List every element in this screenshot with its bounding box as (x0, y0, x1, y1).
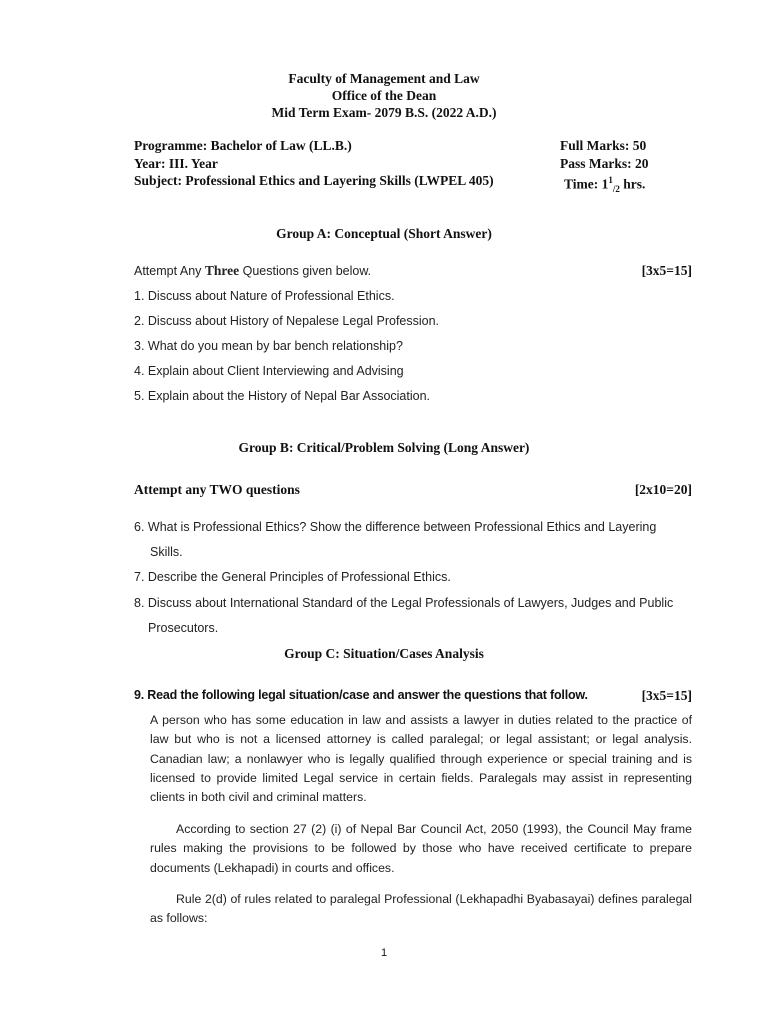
office-name: Office of the Dean (331, 88, 437, 103)
exam-title: Mid Term Exam- 2079 B.S. (2022 A.D.) (271, 105, 497, 120)
group-b-instruction-row (134, 482, 692, 498)
exam-header (0, 70, 768, 121)
question-4: 4. Explain about Client Interviewing and Advising (134, 364, 404, 378)
question-2: 2. Discuss about History of Nepalese Legal Profession. (134, 314, 440, 328)
question-3: 3. What do you mean by bar bench relationship? (134, 339, 403, 353)
faculty-name: Faculty of Management and Law (288, 71, 480, 86)
group-a-title: Group A: Conceptual (Short Answer) (276, 226, 492, 241)
time-sup: 1 (608, 175, 613, 185)
full-marks: Full Marks: 50 (560, 138, 647, 153)
group-a-instruction-row (134, 263, 692, 279)
question-7: 7. Describe the General Principles of Professional Ethics. (134, 570, 451, 584)
question-5: 5. Explain about the History of Nepal Bar Association. (134, 389, 430, 403)
case-paragraph-2: According to section 27 (2) (i) of Nepal Bar Council Act, 2050 (1993), the Council May frame rules making the provisions to be followed by those who have received certificate to prepare documents (Lekhapadi) in courts and offices. (150, 822, 692, 875)
question-6: 6. What is Professional Ethics? Show the difference between Professional Ethics and Layering (134, 520, 657, 534)
question-8-cont: Prosecutors. (148, 621, 219, 635)
case-paragraph-3: Rule 2(d) of rules related to paralegal Professional (Lekhapadhi Byabasayai) defines paralegal as follows: (150, 892, 692, 926)
programme-line: Programme: Bachelor of Law (LL.B.) (134, 138, 352, 153)
page-number: 1 (380, 947, 388, 959)
group-c-instruction-row (134, 688, 692, 704)
question-8: 8. Discuss about International Standard of the Legal Professionals of Lawyers, Judges and Public (134, 596, 674, 610)
group-a-instruction (134, 263, 371, 279)
exam-meta-left (134, 137, 494, 190)
exam-time (564, 172, 653, 199)
question-1: 1. Discuss about Nature of Professional Ethics. (134, 289, 395, 303)
group-b-instruction: Attempt any TWO questions (134, 482, 300, 497)
group-a-marks: [3x5=15] (641, 263, 692, 278)
instruction-bold: Three (204, 263, 240, 278)
year-line: Year: III. Year (134, 155, 218, 171)
subject-line: Subject: Professional Ethics and Layering Skills (LWPEL 405) (134, 173, 494, 188)
group-c-marks: [3x5=15] (641, 688, 692, 703)
group-b-marks: [2x10=20] (634, 482, 692, 497)
time-sub: /2 (612, 184, 620, 195)
exam-meta-right (560, 137, 649, 199)
time-suffix: hrs. (619, 176, 646, 192)
group-c-title: Group C: Situation/Cases Analysis (284, 646, 484, 661)
question-6-cont: Skills. (150, 545, 183, 559)
time-prefix: Time: 1 (564, 176, 609, 192)
instruction-pre: Attempt Any (134, 264, 205, 278)
group-c-instruction: 9. Read the following legal situation/case and answer the questions that follow. (134, 688, 588, 702)
group-b-title: Group B: Critical/Problem Solving (Long Answer) (238, 440, 530, 455)
case-paragraph-1: A person who has some education in law and assists a lawyer in duties related to the practice of law but who is not a licensed attorney is called paralegal; or legal assistant; or legal analysis. Canadian law; a nonlawyer who is legally qualified through experience or special training and is licensed to provide limited Legal service in certain fields. Paralegals may assist in representing clients in both civil and criminal matters. (150, 713, 692, 805)
pass-marks: Pass Marks: 20 (560, 155, 649, 171)
instruction-post: Questions given below. (239, 264, 372, 278)
